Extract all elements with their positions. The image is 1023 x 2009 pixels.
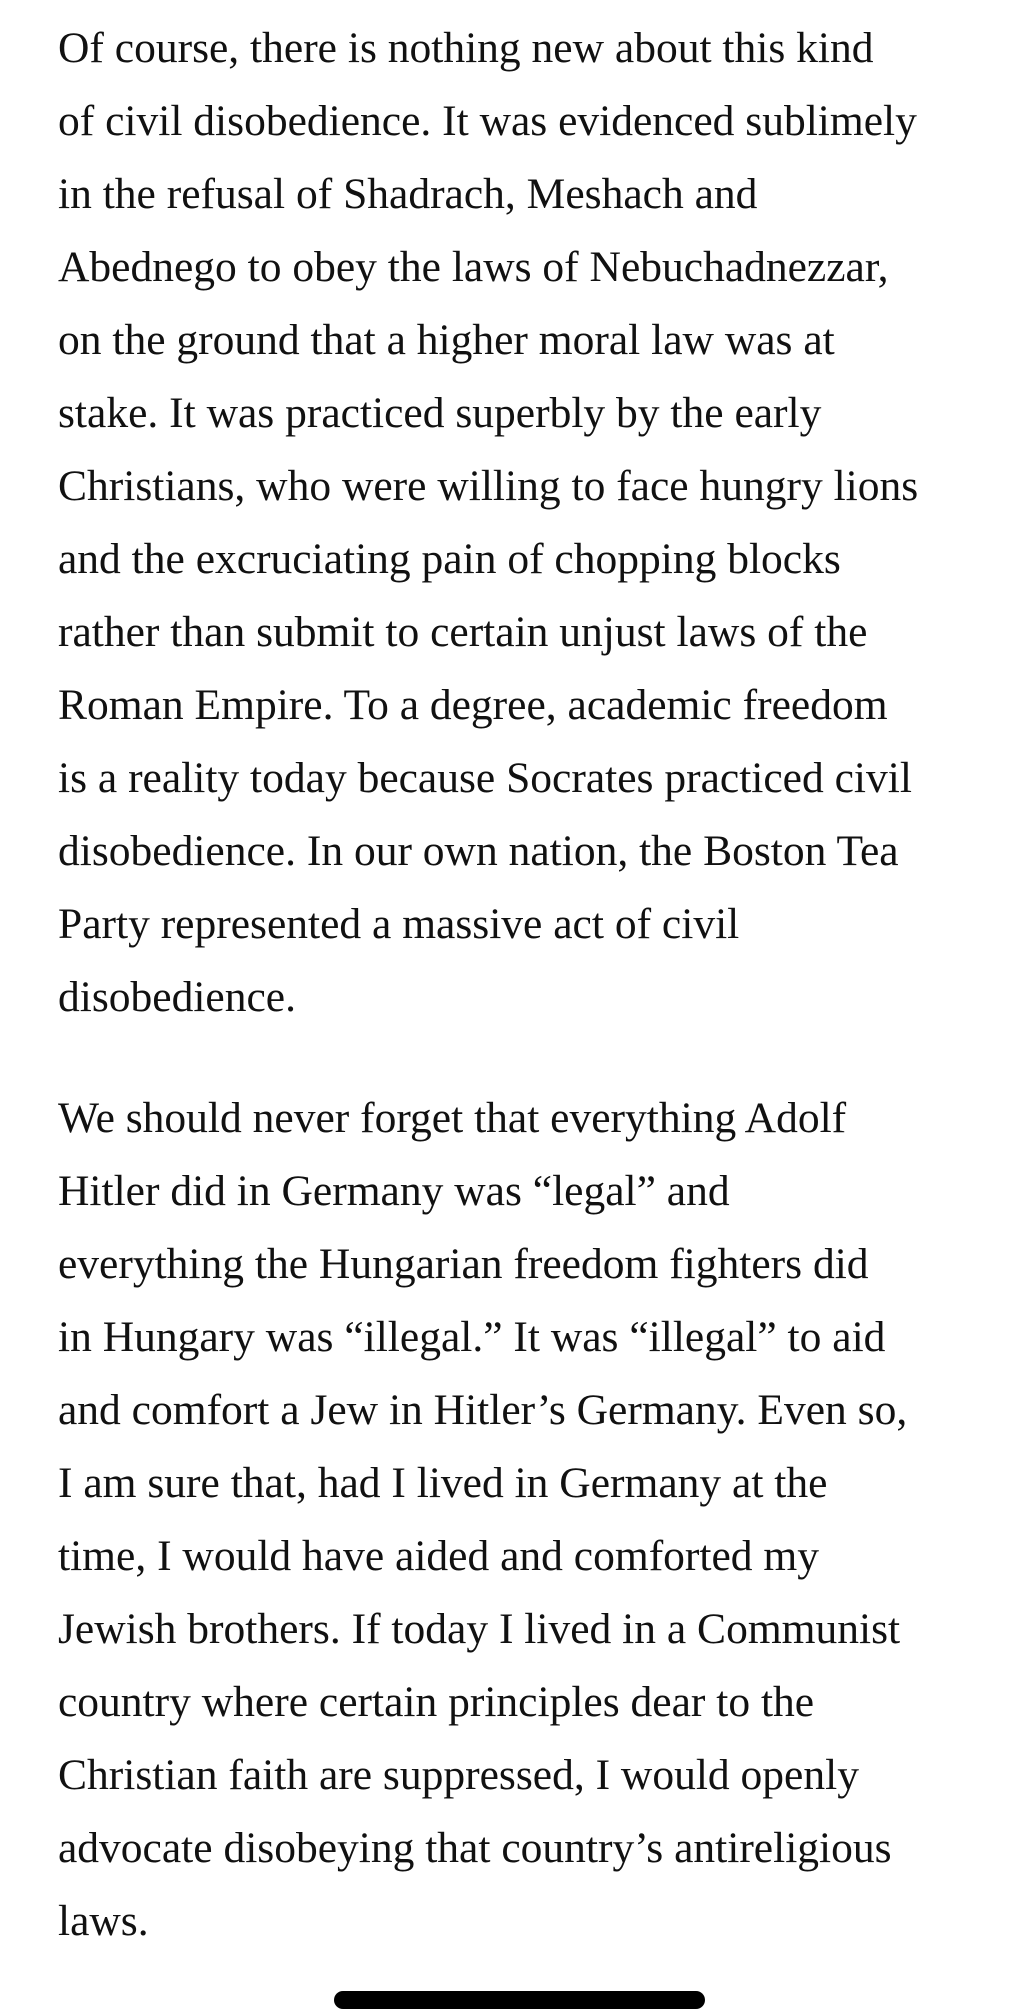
text-line: disobedience. In our own nation, the Boston Tea	[58, 827, 899, 875]
home-indicator[interactable]	[334, 1991, 705, 2009]
text-line: Party represented a massive act of civil	[58, 900, 740, 948]
text-line: disobedience.	[58, 973, 296, 1021]
text-line: Christians, who were willing to face hungry lions	[58, 462, 919, 510]
text-line: We should never forget that everything Adolf	[58, 1094, 847, 1142]
text-line: on the ground that a higher moral law was at	[58, 316, 835, 364]
text-line: country where certain principles dear to the	[58, 1678, 815, 1726]
text-line: and comfort a Jew in Hitler’s Germany. Even so,	[58, 1386, 908, 1434]
text-line: Abednego to obey the laws of Nebuchadnezzar,	[58, 243, 889, 291]
paragraph-legal-vs-moral	[58, 1082, 988, 1958]
text-line: everything the Hungarian freedom fighters did	[58, 1240, 869, 1288]
text-line: in Hungary was “illegal.” It was “illegal” to aid	[58, 1313, 886, 1361]
text-line: Hitler did in Germany was “legal” and	[58, 1167, 730, 1215]
text-line: stake. It was practiced superbly by the early	[58, 389, 822, 437]
text-line: laws.	[58, 1897, 149, 1945]
text-line: is a reality today because Socrates practiced civil	[58, 754, 912, 802]
text-line: Christian faith are suppressed, I would openly	[58, 1751, 859, 1799]
text-line: and the excruciating pain of chopping blocks	[58, 535, 841, 583]
paragraph-civil-disobedience-history	[58, 12, 988, 1034]
text-line: Of course, there is nothing new about this kind	[58, 24, 874, 72]
text-line: of civil disobedience. It was evidenced sublimely	[58, 97, 917, 145]
text-line: Jewish brothers. If today I lived in a Communist	[58, 1605, 901, 1653]
text-line: time, I would have aided and comforted my	[58, 1532, 820, 1580]
text-line: advocate disobeying that country’s antireligious	[58, 1824, 892, 1872]
text-line: Roman Empire. To a degree, academic freedom	[58, 681, 888, 729]
reader-text	[58, 12, 988, 1958]
text-line: I am sure that, had I lived in Germany at the	[58, 1459, 828, 1507]
text-line: rather than submit to certain unjust laws of the	[58, 608, 868, 656]
text-line: in the refusal of Shadrach, Meshach and	[58, 170, 758, 218]
paragraph-spacer	[58, 1034, 988, 1082]
